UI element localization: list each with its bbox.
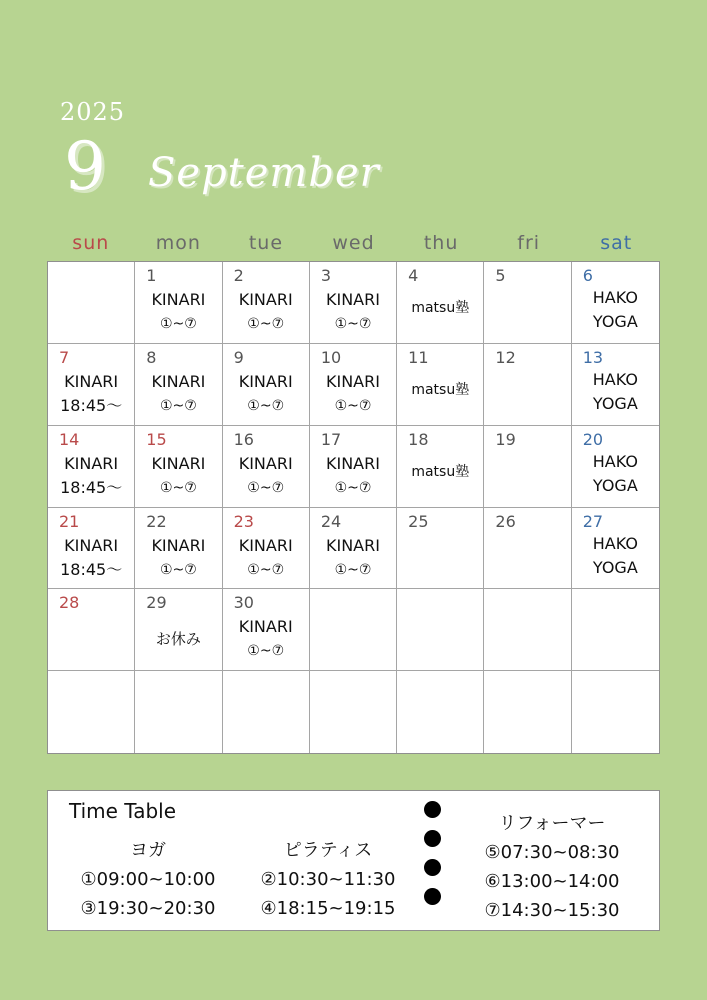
calendar-day-cell bbox=[310, 262, 397, 344]
day-event bbox=[310, 452, 396, 500]
day-number: 29 bbox=[146, 593, 167, 613]
event-line: KINARI bbox=[151, 290, 206, 309]
bullet-column bbox=[424, 801, 446, 917]
event-line: YOGA bbox=[592, 475, 638, 495]
day-event bbox=[310, 534, 396, 582]
calendar-day-cell bbox=[135, 344, 222, 426]
weekday-header-row bbox=[47, 232, 660, 258]
calendar-day-cell bbox=[223, 589, 310, 671]
event-line: HAKO bbox=[592, 451, 638, 471]
calendar-day-cell bbox=[310, 589, 397, 671]
calendar-day-cell bbox=[223, 671, 310, 753]
day-event bbox=[135, 627, 221, 651]
day-number: 25 bbox=[408, 511, 429, 531]
event-line: お休み bbox=[155, 630, 201, 649]
calendar-day-cell bbox=[572, 262, 659, 344]
calendar-day-cell bbox=[135, 262, 222, 344]
day-number: 30 bbox=[233, 593, 254, 613]
day-event bbox=[135, 534, 221, 582]
day-event bbox=[397, 378, 483, 402]
time-table-panel bbox=[47, 790, 660, 931]
event-line: KINARI bbox=[238, 453, 293, 473]
day-number: 2 bbox=[233, 266, 244, 285]
calendar-day-cell bbox=[484, 508, 571, 590]
day-event bbox=[48, 370, 134, 418]
day-event bbox=[48, 534, 134, 582]
day-number: 6 bbox=[582, 266, 593, 285]
event-line: ①~⑦ bbox=[247, 643, 285, 660]
bullet-dot bbox=[424, 830, 441, 847]
reformer-slot: ⑤07:30~08:30 bbox=[484, 842, 620, 863]
event-line: 18:45〜 bbox=[60, 559, 123, 579]
day-event bbox=[572, 532, 659, 580]
event-line: KINARI bbox=[238, 617, 293, 637]
day-number: 1 bbox=[146, 266, 157, 285]
day-number: 28 bbox=[59, 593, 80, 613]
calendar-day-cell bbox=[397, 589, 484, 671]
day-number: 5 bbox=[495, 266, 506, 285]
event-line: KINARI bbox=[238, 371, 293, 391]
time-table-title: Time Table bbox=[69, 799, 177, 823]
day-event bbox=[48, 452, 134, 500]
day-number: 22 bbox=[146, 511, 167, 531]
event-line: KINARI bbox=[151, 453, 206, 473]
calendar-day-cell bbox=[48, 262, 135, 344]
day-number: 18 bbox=[408, 429, 429, 449]
pilates-slot: ④18:15~19:15 bbox=[260, 898, 396, 919]
calendar-day-cell bbox=[397, 344, 484, 426]
event-line: 18:45〜 bbox=[60, 477, 123, 497]
bullet-dot bbox=[424, 801, 441, 818]
calendar-day-cell bbox=[572, 589, 659, 671]
event-line: KINARI bbox=[326, 371, 380, 391]
event-line: ①~⑦ bbox=[334, 479, 372, 496]
event-line: ①~⑦ bbox=[160, 561, 197, 578]
calendar-day-cell bbox=[48, 508, 135, 590]
calendar-day-cell bbox=[572, 426, 659, 508]
calendar-day-cell bbox=[310, 426, 397, 508]
weekday-mon: mon bbox=[155, 232, 201, 254]
day-event bbox=[310, 370, 396, 418]
event-line: ①~⑦ bbox=[334, 316, 372, 332]
event-line: YOGA bbox=[592, 312, 638, 331]
calendar-day-cell bbox=[223, 344, 310, 426]
event-line: HAKO bbox=[592, 533, 638, 553]
weekday-wed: wed bbox=[332, 232, 375, 254]
day-number: 27 bbox=[582, 511, 604, 531]
day-number: 4 bbox=[408, 266, 419, 285]
event-line: ①~⑦ bbox=[334, 561, 372, 578]
event-line: matsu塾 bbox=[411, 463, 470, 480]
calendar-day-cell bbox=[397, 262, 484, 344]
day-number: 23 bbox=[233, 511, 254, 531]
day-number: 17 bbox=[320, 429, 342, 449]
calendar-day-cell bbox=[135, 671, 222, 753]
yoga-slot: ①09:00~10:00 bbox=[80, 869, 216, 890]
calendar-day-cell bbox=[48, 589, 135, 671]
event-line: YOGA bbox=[592, 393, 638, 413]
bullet-dot bbox=[424, 859, 441, 876]
calendar-day-cell bbox=[223, 508, 310, 590]
day-event bbox=[572, 286, 659, 334]
day-number: 20 bbox=[582, 429, 604, 449]
day-event bbox=[223, 534, 309, 582]
yoga-schedule bbox=[68, 836, 228, 923]
day-event bbox=[135, 452, 221, 500]
calendar-day-cell bbox=[397, 426, 484, 508]
calendar-day-cell bbox=[310, 671, 397, 753]
day-number: 9 bbox=[233, 347, 244, 367]
calendar-day-cell bbox=[48, 344, 135, 426]
event-line: KINARI bbox=[151, 535, 206, 555]
event-line: YOGA bbox=[592, 557, 638, 577]
calendar-day-cell bbox=[484, 426, 571, 508]
event-line: ①~⑦ bbox=[247, 316, 285, 332]
calendar-day-cell bbox=[135, 508, 222, 590]
day-event bbox=[223, 452, 309, 500]
calendar-day-cell bbox=[484, 344, 571, 426]
reformer-heading: リフォーマー bbox=[498, 813, 606, 834]
month-name: September bbox=[148, 150, 380, 196]
calendar-day-cell bbox=[310, 508, 397, 590]
calendar-day-cell bbox=[484, 262, 571, 344]
day-event bbox=[397, 296, 483, 320]
calendar-day-cell bbox=[223, 262, 310, 344]
event-line: ①~⑦ bbox=[160, 397, 197, 414]
calendar-day-cell bbox=[135, 589, 222, 671]
day-event bbox=[223, 370, 309, 418]
event-line: KINARI bbox=[326, 535, 380, 555]
day-event bbox=[572, 368, 659, 416]
month-number: 9 bbox=[64, 128, 106, 205]
calendar-day-cell bbox=[135, 426, 222, 508]
event-line: ①~⑦ bbox=[247, 397, 285, 414]
event-line: matsu塾 bbox=[411, 300, 470, 316]
yoga-heading: ヨガ bbox=[130, 840, 166, 861]
day-number: 10 bbox=[320, 347, 342, 367]
calendar-day-cell bbox=[48, 426, 135, 508]
bullet-dot bbox=[424, 888, 441, 905]
weekday-tue: tue bbox=[248, 232, 284, 254]
reformer-slot: ⑦14:30~15:30 bbox=[484, 900, 620, 921]
event-line: KINARI bbox=[151, 371, 206, 391]
calendar-day-cell bbox=[484, 589, 571, 671]
calendar-day-cell bbox=[397, 508, 484, 590]
calendar-day-cell bbox=[397, 671, 484, 753]
event-line: HAKO bbox=[592, 369, 638, 389]
event-line: KINARI bbox=[238, 535, 293, 555]
calendar-day-cell bbox=[572, 344, 659, 426]
day-event bbox=[572, 450, 659, 498]
event-line: ①~⑦ bbox=[247, 479, 285, 496]
day-event bbox=[135, 288, 221, 336]
day-event bbox=[223, 615, 309, 663]
pilates-schedule bbox=[248, 836, 408, 923]
weekday-sat: sat bbox=[600, 232, 633, 254]
day-number: 11 bbox=[408, 347, 429, 367]
weekday-sun: sun bbox=[72, 232, 110, 254]
event-line: ①~⑦ bbox=[334, 397, 372, 414]
day-event bbox=[135, 370, 221, 418]
event-line: HAKO bbox=[592, 288, 638, 307]
day-number: 21 bbox=[59, 511, 80, 531]
calendar-day-cell bbox=[310, 344, 397, 426]
day-number: 3 bbox=[320, 266, 332, 285]
event-line: KINARI bbox=[326, 290, 380, 309]
weekday-thu: thu bbox=[423, 232, 459, 254]
event-line: KINARI bbox=[64, 453, 119, 473]
day-event bbox=[310, 288, 396, 336]
day-number: 8 bbox=[146, 347, 157, 367]
day-number: 16 bbox=[233, 429, 254, 449]
event-line: KINARI bbox=[64, 535, 119, 555]
day-number: 13 bbox=[582, 347, 604, 367]
calendar-grid bbox=[47, 261, 660, 754]
event-line: KINARI bbox=[326, 453, 380, 473]
yoga-slot: ③19:30~20:30 bbox=[80, 898, 216, 919]
day-number: 24 bbox=[320, 511, 342, 531]
day-number: 19 bbox=[495, 429, 516, 449]
calendar-day-cell bbox=[484, 671, 571, 753]
day-number: 7 bbox=[59, 347, 70, 367]
event-line: KINARI bbox=[64, 371, 119, 391]
day-number: 12 bbox=[495, 347, 516, 367]
reformer-schedule bbox=[472, 809, 632, 925]
day-event bbox=[397, 460, 483, 484]
reformer-slot: ⑥13:00~14:00 bbox=[484, 871, 620, 892]
day-event bbox=[223, 288, 309, 336]
calendar-day-cell bbox=[223, 426, 310, 508]
calendar-day-cell bbox=[48, 671, 135, 753]
event-line: ①~⑦ bbox=[247, 561, 285, 578]
calendar-day-cell bbox=[572, 508, 659, 590]
day-number: 26 bbox=[495, 511, 516, 531]
pilates-slot: ②10:30~11:30 bbox=[260, 869, 396, 890]
event-line: ①~⑦ bbox=[160, 479, 197, 496]
event-line: 18:45〜 bbox=[60, 395, 123, 415]
event-line: ①~⑦ bbox=[160, 316, 197, 332]
day-number: 15 bbox=[146, 429, 167, 449]
calendar-day-cell bbox=[572, 671, 659, 753]
year-label: 2025 bbox=[60, 98, 126, 126]
day-number: 14 bbox=[59, 429, 80, 449]
weekday-fri: fri bbox=[517, 232, 541, 254]
event-line: matsu塾 bbox=[411, 381, 470, 398]
event-line: KINARI bbox=[238, 290, 293, 309]
pilates-heading: ピラティス bbox=[283, 840, 373, 861]
